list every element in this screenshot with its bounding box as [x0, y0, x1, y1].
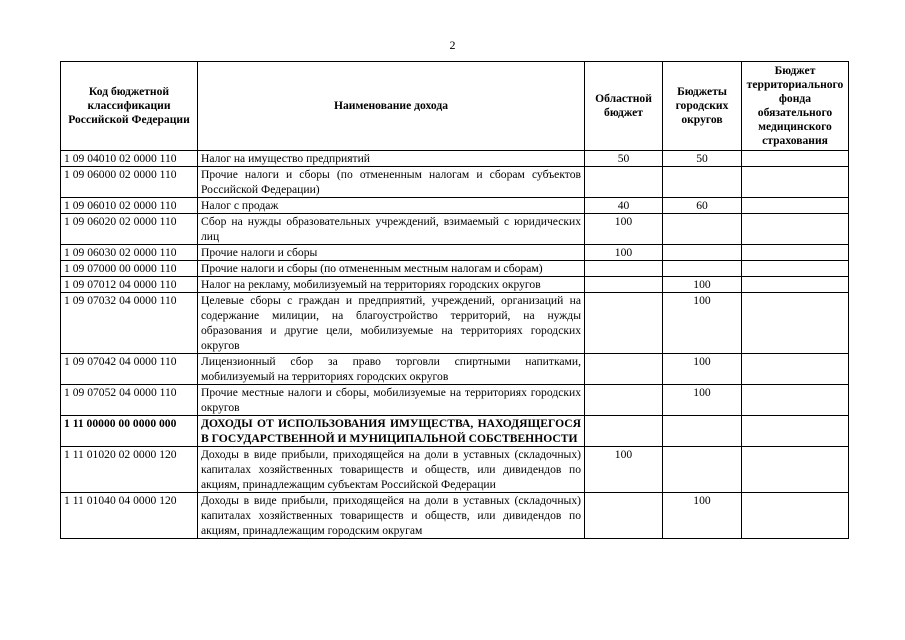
- row-fund-value: [742, 416, 849, 447]
- row-city-value: [663, 416, 742, 447]
- table-row: [61, 354, 849, 385]
- table-row: [61, 493, 849, 539]
- row-regional-value: [585, 493, 663, 539]
- row-income-name: Целевые сборы с граждан и предприятий, учреждений, организаций на содержание милиции, на благоустройство территорий, на нужды образования и другие цели, мобилизуемые на территориях городских округов: [198, 293, 585, 354]
- row-income-name: Прочие налоги и сборы: [198, 245, 585, 261]
- row-city-value: [663, 214, 742, 245]
- row-fund-value: [742, 167, 849, 198]
- row-city-value: 100: [663, 385, 742, 416]
- row-income-name: Налог на имущество предприятий: [198, 151, 585, 167]
- row-income-name: ДОХОДЫ ОТ ИСПОЛЬЗОВАНИЯ ИМУЩЕСТВА, НАХОДЯЩЕГОСЯ В ГОСУДАРСТВЕННОЙ И МУНИЦИПАЛЬНОЙ СОБСТВЕННОСТИ: [198, 416, 585, 447]
- row-income-name: Прочие налоги и сборы (по отмененным налогам и сборам субъектов Российской Федерации): [198, 167, 585, 198]
- table-row: [61, 261, 849, 277]
- row-fund-value: [742, 245, 849, 261]
- table-header-row: [61, 62, 849, 151]
- row-regional-value: 100: [585, 447, 663, 493]
- row-code: 1 09 07000 00 0000 110: [61, 261, 198, 277]
- table-row: [61, 277, 849, 293]
- row-city-value: [663, 167, 742, 198]
- row-city-value: [663, 261, 742, 277]
- row-code: 1 11 01020 02 0000 120: [61, 447, 198, 493]
- row-city-value: 100: [663, 293, 742, 354]
- row-regional-value: 50: [585, 151, 663, 167]
- table-row: [61, 167, 849, 198]
- row-fund-value: [742, 293, 849, 354]
- row-fund-value: [742, 214, 849, 245]
- row-regional-value: [585, 293, 663, 354]
- row-regional-value: [585, 416, 663, 447]
- row-city-value: 100: [663, 277, 742, 293]
- table-row: [61, 293, 849, 354]
- row-city-value: 60: [663, 198, 742, 214]
- table-row: [61, 416, 849, 447]
- row-income-name: Доходы в виде прибыли, приходящейся на доли в уставных (складочных) капиталах хозяйственных товариществ и обществ, или дивидендов по акциям, принадлежащим городским округам: [198, 493, 585, 539]
- row-code: 1 11 00000 00 0000 000: [61, 416, 198, 447]
- row-code: 1 09 06030 02 0000 110: [61, 245, 198, 261]
- row-income-name: Налог с продаж: [198, 198, 585, 214]
- table-row: [61, 385, 849, 416]
- row-code: 1 09 04010 02 0000 110: [61, 151, 198, 167]
- row-income-name: Доходы в виде прибыли, приходящейся на доли в уставных (складочных) капиталах хозяйственных товариществ и обществ, или дивидендов по акциям, принадлежащим субъектам Российской Федерации: [198, 447, 585, 493]
- row-fund-value: [742, 151, 849, 167]
- row-fund-value: [742, 385, 849, 416]
- row-city-value: [663, 245, 742, 261]
- header-insurance-fund-budget: Бюджет территориального фонда обязательного медицинского страхования: [742, 62, 849, 151]
- row-regional-value: 100: [585, 214, 663, 245]
- row-fund-value: [742, 354, 849, 385]
- row-regional-value: [585, 354, 663, 385]
- row-regional-value: 40: [585, 198, 663, 214]
- header-name: Наименование дохода: [198, 62, 585, 151]
- row-code: 1 09 06010 02 0000 110: [61, 198, 198, 214]
- row-code: 1 09 07042 04 0000 110: [61, 354, 198, 385]
- row-code: 1 11 01040 04 0000 120: [61, 493, 198, 539]
- row-regional-value: [585, 385, 663, 416]
- row-regional-value: [585, 277, 663, 293]
- row-city-value: 100: [663, 354, 742, 385]
- row-code: 1 09 07012 04 0000 110: [61, 277, 198, 293]
- row-fund-value: [742, 493, 849, 539]
- row-fund-value: [742, 198, 849, 214]
- row-regional-value: [585, 167, 663, 198]
- page-number: 2: [449, 38, 456, 52]
- header-city-budgets: Бюджеты городских округов: [663, 62, 742, 151]
- header-code: Код бюджетной классификации Российской Федерации: [61, 62, 198, 151]
- row-fund-value: [742, 261, 849, 277]
- row-regional-value: 100: [585, 245, 663, 261]
- row-income-name: Налог на рекламу, мобилизуемый на территориях городских округов: [198, 277, 585, 293]
- row-income-name: Сбор на нужды образовательных учреждений, взимаемый с юридических лиц: [198, 214, 585, 245]
- row-income-name: Прочие налоги и сборы (по отмененным местным налогам и сборам): [198, 261, 585, 277]
- row-city-value: 100: [663, 493, 742, 539]
- row-code: 1 09 07032 04 0000 110: [61, 293, 198, 354]
- row-income-name: Лицензионный сбор за право торговли спиртными напитками, мобилизуемый на территориях городских округов: [198, 354, 585, 385]
- table-row: [61, 447, 849, 493]
- table-body: [61, 151, 849, 539]
- row-regional-value: [585, 261, 663, 277]
- row-city-value: 50: [663, 151, 742, 167]
- table-row: [61, 151, 849, 167]
- income-classification-table: [60, 61, 849, 539]
- row-fund-value: [742, 277, 849, 293]
- header-regional-budget: Областной бюджет: [585, 62, 663, 151]
- row-city-value: [663, 447, 742, 493]
- row-income-name: Прочие местные налоги и сборы, мобилизуемые на территориях городских округов: [198, 385, 585, 416]
- row-fund-value: [742, 447, 849, 493]
- row-code: 1 09 06020 02 0000 110: [61, 214, 198, 245]
- row-code: 1 09 07052 04 0000 110: [61, 385, 198, 416]
- table-row: [61, 198, 849, 214]
- row-code: 1 09 06000 02 0000 110: [61, 167, 198, 198]
- table-row: [61, 245, 849, 261]
- table-row: [61, 214, 849, 245]
